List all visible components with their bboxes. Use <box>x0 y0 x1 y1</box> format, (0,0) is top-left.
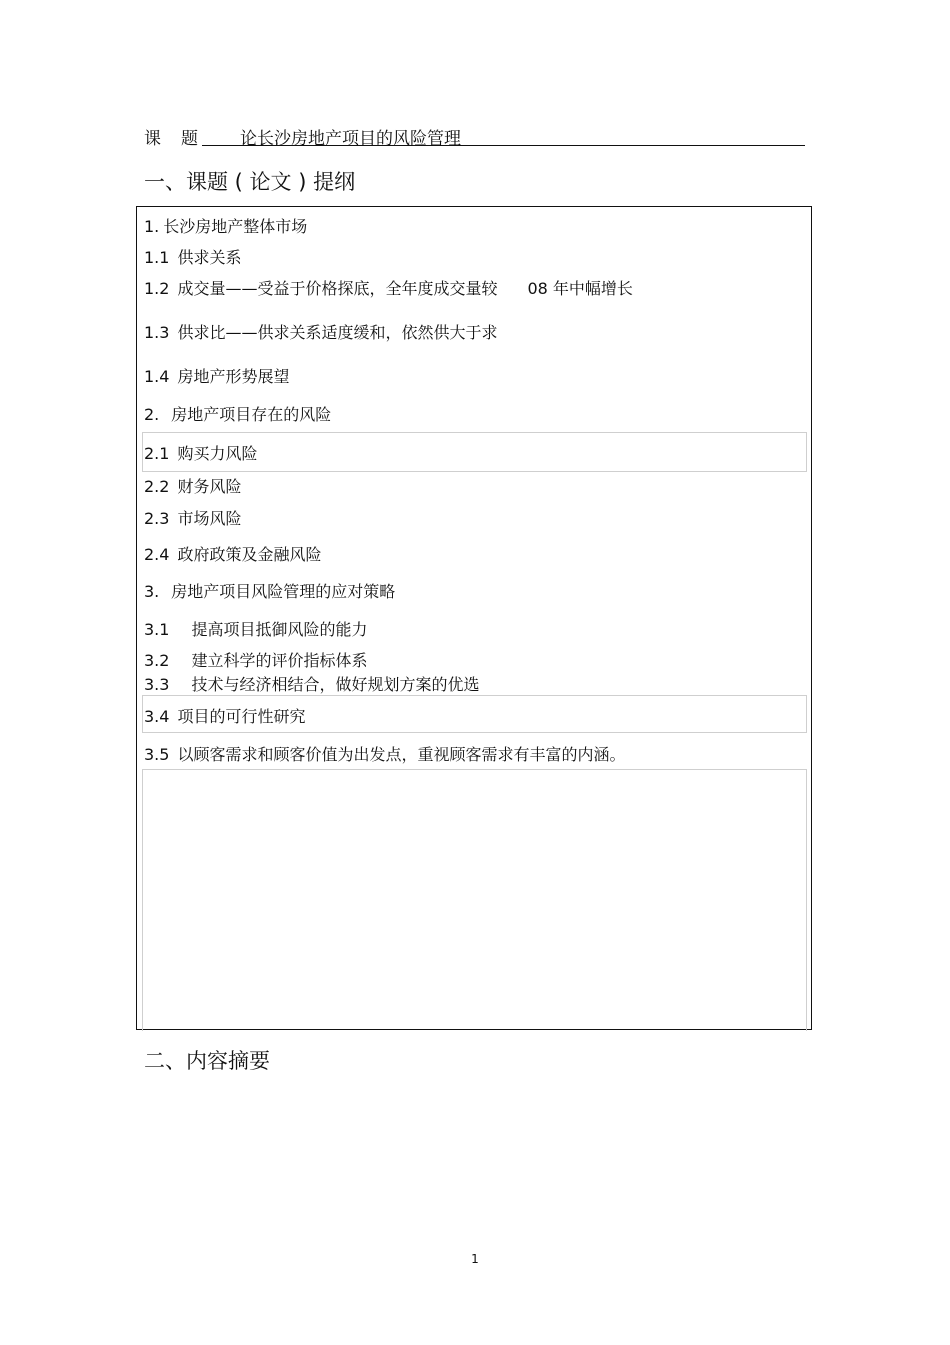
topic-label <box>144 124 198 149</box>
outline-item: 3.3 技术与经济相结合，做好规划方案的优选 <box>144 675 480 694</box>
topic-title: 论长沙房地产项目的风险管理 <box>240 129 461 149</box>
outline-item: 3. 房地产项目风险管理的应对策略 <box>144 582 396 601</box>
outline-item: 2.1 购买力风险 <box>144 444 258 463</box>
outline-item: 2.2 财务风险 <box>144 477 242 496</box>
outline-item: 2.4 政府政策及金融风险 <box>144 545 322 564</box>
section-heading-summary: 二、内容摘要 <box>144 1049 270 1073</box>
inner-frame-notes <box>142 769 807 1031</box>
outline-item: 3.2 建立科学的评价指标体系 <box>144 651 368 670</box>
page-number: 1 <box>471 1252 479 1266</box>
topic-label-char-1: 课 <box>144 129 161 149</box>
outline-item: 1. 长沙房地产整体市场 <box>144 217 308 236</box>
outline-item: 1.3 供求比——供求关系适度缓和，依然供大于求 <box>144 323 498 342</box>
outline-item: 3.5 以顾客需求和顾客价值为出发点，重视顾客需求有丰富的内涵。 <box>144 745 626 764</box>
outline-item: 2. 房地产项目存在的风险 <box>144 405 332 424</box>
topic-label-char-2: 题 <box>181 129 198 149</box>
outline-item: 1.2 成交量——受益于价格探底，全年度成交量较 08 年中幅增长 <box>144 279 633 298</box>
outline-item: 1.4 房地产形势展望 <box>144 367 290 386</box>
outline-item: 1.1 供求关系 <box>144 248 242 267</box>
outline-item: 3.4 项目的可行性研究 <box>144 707 306 726</box>
section-heading-outline: 一、课题 ( 论文 ) 提纲 <box>144 170 356 194</box>
outline-item: 2.3 市场风险 <box>144 509 242 528</box>
outline-item: 3.1 提高项目抵御风险的能力 <box>144 620 368 639</box>
